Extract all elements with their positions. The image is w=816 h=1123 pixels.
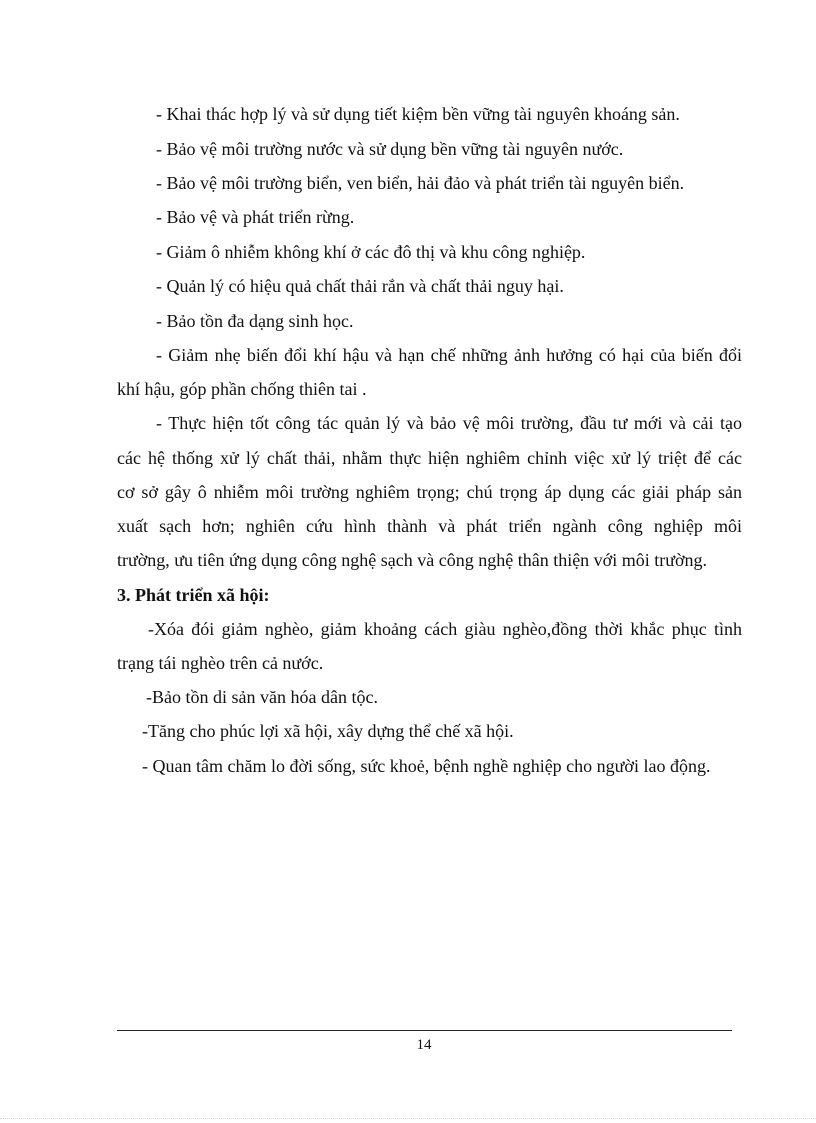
list-item-water-resources: - Bảo vệ môi trường nước và sử dụng bền vững tài nguyên nước. bbox=[156, 139, 624, 159]
list-item-worker-care: - Quan tâm chăm lo đời sống, sức khoẻ, bệnh nghề nghiệp cho người lao động. bbox=[142, 756, 711, 776]
list-item-heritage: -Bảo tồn di sản văn hóa dân tộc. bbox=[146, 687, 378, 707]
management-paragraph-line-5: trường, ưu tiên ứng dụng công nghệ sạch và công nghệ thân thiện với môi trường. bbox=[117, 550, 707, 570]
list-item-marine-resources: - Bảo vệ môi trường biển, ven biển, hải đảo và phát triển tài nguyên biển. bbox=[156, 173, 685, 193]
list-item-mineral-resources: - Khai thác hợp lý và sử dụng tiết kiệm bền vững tài nguyên khoáng sản. bbox=[156, 104, 680, 124]
management-paragraph-line-2: các hệ thống xử lý chất thải, nhằm thực hiện nghiêm chỉnh việc xử lý triệt để các bbox=[117, 448, 742, 468]
page-number: 14 bbox=[416, 1037, 432, 1053]
page-edge bbox=[0, 1118, 816, 1119]
list-item-waste-management: - Quản lý có hiệu quả chất thải rắn và chất thải nguy hại. bbox=[156, 276, 564, 296]
footer-divider bbox=[117, 1030, 732, 1031]
poverty-paragraph-line-1: -Xóa đói giảm nghèo, giảm khoảng cách giàu nghèo,đồng thời khắc phục tình bbox=[148, 619, 742, 639]
management-paragraph-line-1: - Thực hiện tốt công tác quản lý và bảo vệ môi trường, đầu tư mới và cải tạo bbox=[156, 413, 742, 433]
management-paragraph-line-3: cơ sở gây ô nhiễm môi trường nghiêm trọng; chú trọng áp dụng các giải pháp sản bbox=[117, 482, 742, 502]
management-paragraph-line-4: xuất sạch hơn; nghiên cứu hình thành và phát triển ngành công nghiệp môi bbox=[117, 516, 742, 536]
list-item-welfare: -Tăng cho phúc lợi xã hội, xây dựng thể chế xã hội. bbox=[142, 721, 514, 741]
list-item-forests: - Bảo vệ và phát triển rừng. bbox=[156, 207, 355, 227]
climate-paragraph-line-1: - Giảm nhẹ biến đổi khí hậu và hạn chế những ảnh hưởng có hại của biến đổi bbox=[156, 345, 742, 365]
list-item-air-pollution: - Giảm ô nhiễm không khí ở các đô thị và khu công nghiệp. bbox=[156, 242, 586, 262]
climate-paragraph-line-2: khí hậu, góp phần chống thiên tai . bbox=[117, 379, 367, 399]
list-item-biodiversity: - Bảo tồn đa dạng sinh học. bbox=[156, 311, 354, 331]
section-heading: 3. Phát triển xã hội: bbox=[117, 585, 270, 605]
poverty-paragraph-line-2: trạng tái nghèo trên cả nước. bbox=[117, 653, 324, 673]
